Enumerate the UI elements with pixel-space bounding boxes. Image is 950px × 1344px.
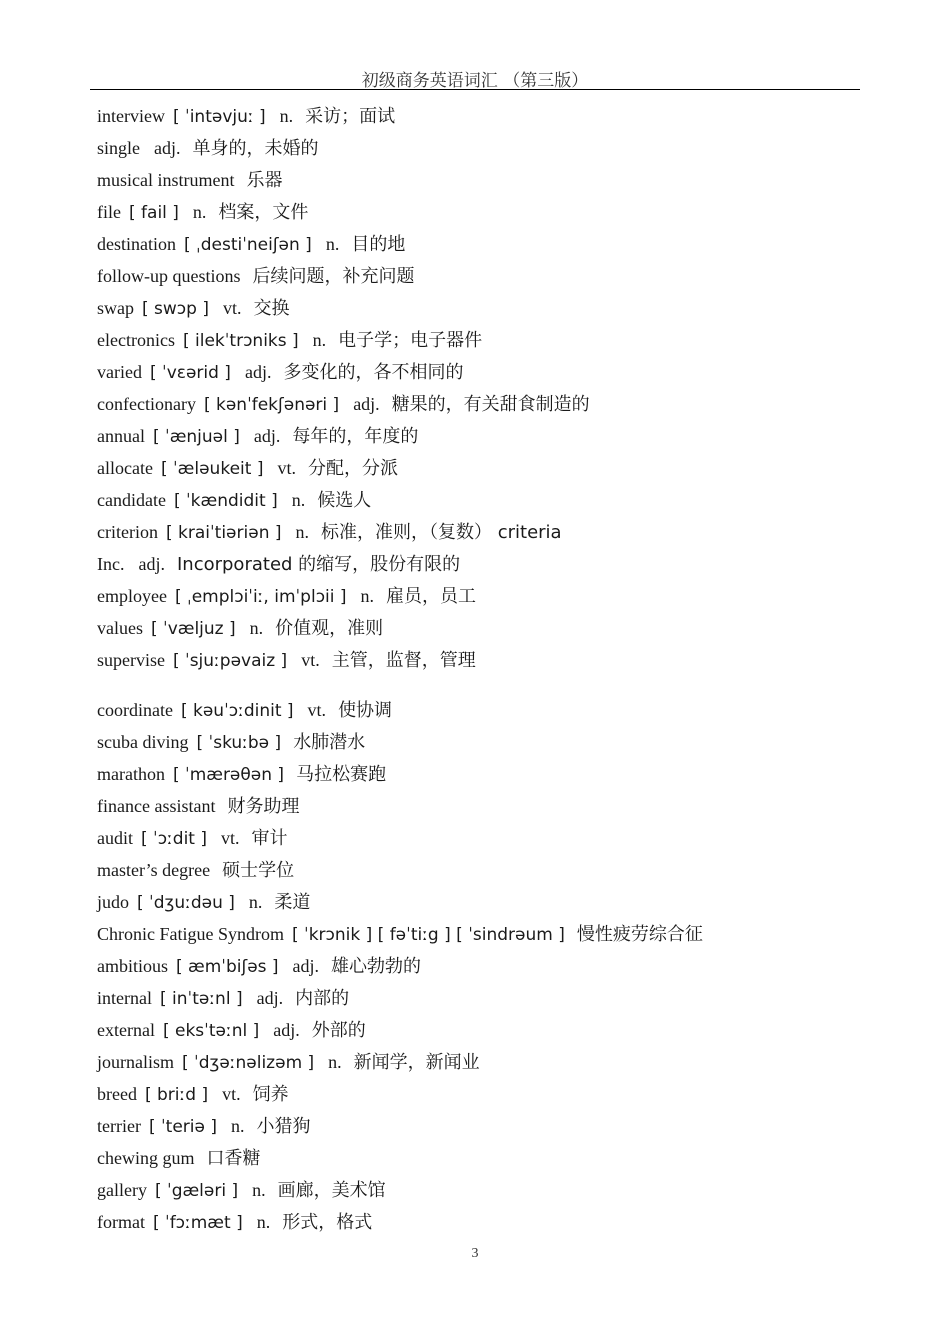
- vocab-meaning: 后续问题，补充问题: [252, 266, 415, 287]
- vocab-word: electronics: [97, 330, 175, 350]
- vocab-meaning: 雇员，员工: [386, 586, 477, 607]
- vocab-part-of-speech: n.: [328, 1052, 342, 1072]
- vocab-phonetic: [ kəuˈɔːdinit ]: [180, 701, 294, 721]
- vocab-phonetic: [ swɔp ]: [142, 299, 209, 319]
- vocab-part-of-speech: vt.: [222, 1084, 241, 1104]
- vocab-word: Chronic Fatigue Syndrom: [97, 924, 284, 944]
- vocab-word: interview: [97, 106, 165, 126]
- vocab-word: annual: [97, 426, 145, 446]
- vocab-meaning: 马拉松赛跑: [296, 764, 387, 785]
- vocab-meaning: 电子学；电子器件: [338, 330, 483, 351]
- vocab-word: single: [97, 138, 140, 158]
- vocab-word: chewing gum: [97, 1148, 195, 1168]
- vocab-entry: [97, 1046, 877, 1078]
- vocab-entry: [97, 228, 877, 260]
- vocab-part-of-speech: adj.: [244, 362, 272, 382]
- vocab-part-of-speech: n.: [295, 522, 309, 542]
- vocab-word: breed: [97, 1084, 137, 1104]
- header-rule: [90, 89, 860, 90]
- vocab-meaning: 目的地: [351, 234, 406, 255]
- vocab-phonetic: [ ˈsjuːpəvaiz ]: [172, 651, 288, 671]
- vocab-word: follow-up questions: [97, 266, 241, 286]
- vocab-part-of-speech: n.: [291, 490, 306, 510]
- vocab-meaning: 雄心勃勃的: [331, 956, 422, 977]
- vocab-entry: [97, 260, 877, 292]
- vocab-word: ambitious: [97, 956, 168, 976]
- vocab-word: supervise: [97, 650, 165, 670]
- vocab-entry: [97, 548, 877, 580]
- vocab-part-of-speech: n.: [192, 202, 207, 222]
- vocab-phonetic: [ ˈdʒəːnəlizəm ]: [182, 1053, 315, 1073]
- vocab-word: marathon: [97, 764, 165, 784]
- vocab-part-of-speech: vt.: [221, 828, 240, 848]
- vocab-phonetic: [ ˈkrɔnik ] [ fəˈtiːg ] [ ˈsindrəum ]: [292, 925, 565, 945]
- vocab-meaning: 水肺潜水: [293, 732, 366, 753]
- vocab-entry: [97, 100, 877, 132]
- vocab-part-of-speech: adj.: [292, 956, 320, 976]
- vocab-word: scuba diving: [97, 732, 189, 752]
- vocab-entry: [97, 420, 877, 452]
- vocab-part-of-speech: n.: [312, 330, 327, 350]
- vocab-phonetic: [ ˈintəvjuː ]: [172, 107, 266, 127]
- vocab-entry: [97, 580, 877, 612]
- vocab-meaning: 柔道: [274, 892, 311, 913]
- vocab-entry: [97, 132, 877, 164]
- vocab-entry: [97, 822, 877, 854]
- vocab-word: values: [97, 618, 143, 638]
- vocab-entry: [97, 196, 877, 228]
- vocab-phonetic: [ ilekˈtrɔniks ]: [182, 331, 299, 351]
- vocab-meaning: 主管，监督，管理: [331, 650, 476, 671]
- vocab-entry: [97, 1174, 877, 1206]
- vocab-part-of-speech: n.: [249, 618, 264, 638]
- vocab-meaning: 形式，格式: [282, 1212, 373, 1233]
- vocab-meaning: 糖果的，有关甜食制造的: [391, 394, 590, 415]
- vocab-part-of-speech: adj.: [256, 988, 284, 1008]
- vocab-entry: [97, 388, 877, 420]
- vocab-meaning: 财务助理: [227, 796, 300, 817]
- vocab-entry: [97, 324, 877, 356]
- vocab-part-of-speech: n.: [325, 234, 340, 254]
- vocab-word: confectionary: [97, 394, 196, 414]
- page-number: 3: [471, 1246, 479, 1261]
- vocab-word: swap: [97, 298, 134, 318]
- vocab-phonetic: [ inˈtəːnl ]: [159, 989, 243, 1009]
- vocab-part-of-speech: adj.: [273, 1020, 300, 1040]
- vocab-meaning: 价值观，准则: [275, 618, 384, 639]
- vocab-entry: [97, 452, 877, 484]
- vocab-entry: [97, 1014, 877, 1046]
- vocab-word: coordinate: [97, 700, 173, 720]
- vocab-entry: [97, 516, 877, 548]
- vocab-entry: [97, 1142, 877, 1174]
- vocab-phonetic: [ ˈmærəθən ]: [172, 765, 285, 785]
- page-header-title: 初级商务英语词汇 （第三版）: [361, 71, 589, 91]
- vocab-meaning: 新闻学，新闻业: [353, 1052, 480, 1073]
- vocab-meaning: 乐器: [246, 170, 283, 191]
- vocab-phonetic: [ ˈvæljuz ]: [150, 619, 236, 639]
- vocab-part-of-speech: adj.: [154, 138, 181, 158]
- vocab-meaning: 分配，分派: [307, 458, 398, 479]
- vocab-entry: [97, 790, 877, 822]
- vocab-phonetic: [ ˌdestiˈneiʃən ]: [184, 235, 312, 255]
- vocab-meaning: 小猎狗: [256, 1116, 311, 1137]
- vocab-entry: [97, 1078, 877, 1110]
- vocab-part-of-speech: vt.: [307, 700, 327, 720]
- vocab-meaning: 每年的，年度的: [292, 426, 419, 447]
- vocab-phonetic: [ briːd ]: [144, 1085, 209, 1105]
- vocab-part-of-speech: adj.: [138, 554, 165, 574]
- vocab-entry: [97, 644, 877, 676]
- vocab-entry: [97, 726, 877, 758]
- vocab-meaning: 多变化的，各不相同的: [283, 362, 464, 383]
- vocab-phonetic: [ kənˈfekʃənəri ]: [203, 395, 340, 415]
- vocab-phonetic: [ ˈdʒuːdəu ]: [137, 893, 235, 913]
- vocab-phonetic: [ fail ]: [129, 203, 179, 223]
- vocab-meaning: 口香糖: [206, 1148, 261, 1169]
- vocab-phonetic: [ ˈɔːdit ]: [141, 829, 207, 849]
- vocab-phonetic: [ ˈvɛərid ]: [149, 363, 231, 383]
- vocab-entry: [97, 292, 877, 324]
- vocab-word: gallery: [97, 1180, 147, 1200]
- vocab-entry: [97, 918, 877, 950]
- vocab-meaning: 画廊，美术馆: [277, 1180, 386, 1201]
- vocab-meaning: 慢性疲劳综合征: [576, 924, 703, 945]
- vocab-meaning: 审计: [251, 828, 288, 849]
- vocab-word: external: [97, 1020, 155, 1040]
- vocab-word: candidate: [97, 490, 166, 510]
- vocab-word: destination: [97, 234, 176, 254]
- vocab-entry: [97, 1206, 877, 1238]
- vocab-phonetic: [ ˌemplɔiˈiː, imˈplɔii ]: [174, 587, 347, 607]
- vocab-word: allocate: [97, 458, 153, 478]
- vocab-phonetic: [ kraiˈtiəriən ]: [165, 523, 282, 543]
- vocab-meaning: 硕士学位: [222, 860, 295, 881]
- vocab-entry: [97, 982, 877, 1014]
- vocab-meaning: 内部的: [295, 988, 350, 1009]
- vocab-entry: [97, 484, 877, 516]
- vocab-entry: [97, 950, 877, 982]
- vocab-word: judo: [97, 892, 130, 912]
- vocab-meaning: 饲养: [252, 1084, 289, 1105]
- vocab-phonetic: [ ˈgæləri ]: [154, 1181, 239, 1201]
- vocab-phonetic: [ ˈskuːbə ]: [196, 733, 282, 753]
- vocab-phonetic: [ eksˈtəːnl ]: [162, 1021, 260, 1041]
- vocab-phonetic: [ ˈæləukeit ]: [160, 459, 264, 479]
- vocab-meaning: 外部的: [311, 1020, 366, 1041]
- vocab-part-of-speech: adj.: [253, 426, 281, 446]
- vocab-part-of-speech: n.: [256, 1212, 271, 1232]
- vocab-phonetic: [ æmˈbiʃəs ]: [176, 957, 279, 977]
- vocab-entry: [97, 886, 877, 918]
- vocab-part-of-speech: n.: [360, 586, 375, 606]
- vocab-meaning: 使协调: [338, 700, 393, 721]
- vocab-word: journalism: [97, 1052, 174, 1072]
- vocab-meaning: 档案，文件: [218, 202, 309, 223]
- vocab-entry: [97, 612, 877, 644]
- vocab-part-of-speech: n.: [248, 892, 263, 912]
- vocab-word: Inc.: [97, 554, 125, 574]
- vocab-phonetic: [ ˈteriə ]: [148, 1117, 218, 1137]
- vocabulary-list: [97, 100, 877, 1238]
- vocab-entry: [97, 758, 877, 790]
- vocab-part-of-speech: vt.: [277, 458, 296, 478]
- vocab-word: varied: [97, 362, 142, 382]
- vocab-meaning: Incorporated 的缩写，股份有限的: [176, 554, 461, 575]
- vocab-phonetic: [ ˈænjuəl ]: [152, 427, 240, 447]
- vocab-part-of-speech: n.: [231, 1116, 245, 1136]
- vocab-entry: [97, 694, 877, 726]
- vocab-word: terrier: [97, 1116, 141, 1136]
- vocab-meaning: 采访；面试: [305, 106, 396, 127]
- vocab-word: master’s degree: [97, 860, 211, 880]
- vocab-phonetic: [ ˈkændidit ]: [173, 491, 278, 511]
- vocab-part-of-speech: adj.: [353, 394, 380, 414]
- vocab-part-of-speech: vt.: [222, 298, 242, 318]
- vocab-phonetic: [ ˈfɔːmæt ]: [152, 1213, 243, 1233]
- vocab-meaning: 候选人: [317, 490, 372, 511]
- vocab-word: audit: [97, 828, 133, 848]
- vocab-word: format: [97, 1212, 145, 1232]
- vocab-word: finance assistant: [97, 796, 216, 816]
- vocab-word: internal: [97, 988, 152, 1008]
- vocab-entry: [97, 1110, 877, 1142]
- vocab-word: musical instrument: [97, 170, 235, 190]
- vocab-part-of-speech: n.: [252, 1180, 266, 1200]
- vocab-part-of-speech: vt.: [301, 650, 320, 670]
- vocab-part-of-speech: n.: [279, 106, 294, 126]
- vocab-word: criterion: [97, 522, 158, 542]
- vocab-entry: [97, 164, 877, 196]
- vocab-meaning: 交换: [253, 298, 290, 319]
- vocab-meaning: 单身的，未婚的: [192, 138, 319, 159]
- vocab-entry: [97, 854, 877, 886]
- vocab-entry: [97, 356, 877, 388]
- vocab-word: file: [97, 202, 121, 222]
- vocab-meaning: 标准，准则，（复数） criteria: [321, 522, 562, 543]
- vocab-word: employee: [97, 586, 167, 606]
